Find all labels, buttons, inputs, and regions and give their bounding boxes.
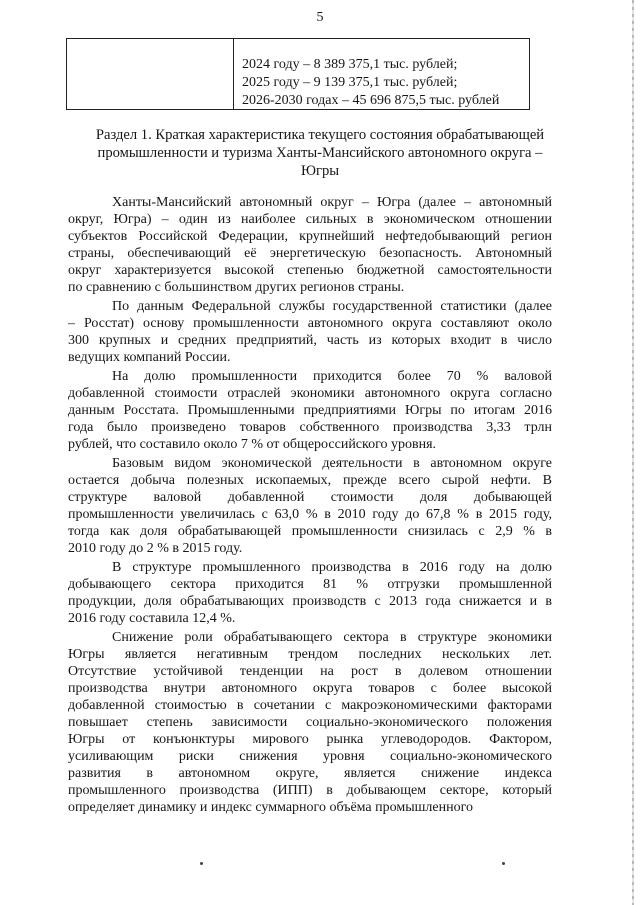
paragraph-line: повышает степень зависимости социально-экономического положения <box>68 715 552 730</box>
paragraph-line: округ характеризуется высокой степенью бюджетной самостоятельности <box>68 263 552 278</box>
table-column-divider <box>233 39 234 110</box>
paragraph-line: 2016 году составила 12,4 %. <box>68 611 236 626</box>
paragraph-line: 300 крупных и средних предприятий, часть из которых входит в число <box>68 333 552 348</box>
paragraph-line: округ, Югра) – один из наиболее сильных в экономическом отношении <box>68 212 552 227</box>
paragraph-line: 2010 году до 2 % в 2015 году. <box>68 541 243 556</box>
paragraph-line: Ханты-Мансийский автономный округ – Югра (далее – автономный <box>112 195 552 210</box>
paragraph-line: рублей, что составило около 7 % от общероссийского уровня. <box>68 437 437 452</box>
paragraph-line: Югры от конъюнктуры мирового рынка углеводородов. Фактором, <box>68 732 552 747</box>
paragraph <box>68 368 552 453</box>
section-title <box>68 126 572 180</box>
scan-edge <box>632 0 634 905</box>
paragraph <box>68 559 552 627</box>
paragraph-line: производства внутри автономного округа товаров с более высокой <box>68 681 552 696</box>
paragraph-line: На долю промышленности приходится более 70 % валовой <box>112 369 552 384</box>
paragraph-line: добавленной стоимостью в сочетании с макроэкономическими факторами <box>68 698 552 713</box>
paragraph-line: добавленной стоимости отраслей экономики автономного округа согласно <box>68 386 552 401</box>
paragraph-line: продукции, доля обрабатывающих производств с 2013 года снижается и в <box>68 594 552 609</box>
section-title-line: Югры <box>300 163 340 179</box>
paragraph-line: промышленности увеличилась с 63,0 % в 2010 году до 67,8 % в 2015 году, <box>68 507 552 522</box>
body-text <box>68 194 552 816</box>
paragraph <box>68 455 552 557</box>
paragraph-line: – Росстат) основу промышленности автономного округа составляют около <box>68 316 552 331</box>
paragraph-line: года было произведено товаров собственного производства 3,33 трлн <box>68 420 552 435</box>
paragraph-line: страны, обеспечивающий её энергетическую безопасность. Автономный <box>68 246 552 261</box>
paragraph-line: ведущих компаний России. <box>68 350 231 365</box>
paragraph <box>68 298 552 366</box>
paragraph-line: Базовым видом экономической деятельности в автономном округе <box>112 456 552 471</box>
paragraph-line: Югры является негативным трендом последних нескольких лет. <box>68 647 552 662</box>
paragraph-line: развития в автономном округе, является снижение индекса <box>68 766 552 781</box>
scan-speck <box>502 862 505 865</box>
paragraph-line: Отсутствие устойчивой тенденции на рост в долевом отношении <box>68 664 552 679</box>
paragraph-line: тогда как доля обрабатывающей промышленности снизилась с 2,9 % в <box>68 524 552 539</box>
paragraph-line: промышленного производства (ИПП) в добывающем секторе, который <box>68 783 552 798</box>
paragraph-line: В структуре промышленного производства в 2016 году на долю <box>112 560 552 575</box>
funding-row: 2025 году – 9 139 375,1 тыс. рублей; <box>242 75 458 90</box>
paragraph-line: субъектов Российской Федерации, крупнейший нефтедобывающий регион <box>68 229 552 244</box>
paragraph-line: Снижение роли обрабатывающего сектора в структуре экономики <box>112 630 552 645</box>
paragraph-line: добывающего сектора приходится 81 % отгрузки промышленной <box>68 577 552 592</box>
paragraph-line: По данным Федеральной службы государственной статистики (далее <box>112 299 552 314</box>
paragraph-line: по сравнению с большинством других регионов страны. <box>68 280 405 295</box>
paragraph-line: усиливающим риски снижения уровня социально-экономического <box>68 749 552 764</box>
paragraph-line: данным Росстата. Промышленными предприятиями Югры по итогам 2016 <box>68 403 552 418</box>
paragraph-line: остается добыча полезных ископаемых, прежде всего сырой нефти. В <box>68 473 552 488</box>
section-title-line: Раздел 1. Краткая характеристика текущего состояния обрабатывающей <box>95 127 545 143</box>
funding-row: 2026-2030 годах – 45 696 875,5 тыс. рублей <box>242 93 500 108</box>
paragraph-line: структуре валовой добавленной стоимости доля добывающей <box>68 490 552 505</box>
funding-table <box>66 38 530 110</box>
funding-values-cell <box>242 56 523 110</box>
scan-speck <box>200 862 203 865</box>
page-number: 5 <box>316 10 324 25</box>
paragraph-line: определяет динамику и индекс суммарного объёма промышленного <box>68 800 473 815</box>
section-title-line: промышленности и туризма Ханты-Мансийского автономного округа – <box>97 145 543 161</box>
paragraph <box>68 194 552 296</box>
funding-row: 2024 году – 8 389 375,1 тыс. рублей; <box>242 57 458 72</box>
paragraph <box>68 629 552 816</box>
